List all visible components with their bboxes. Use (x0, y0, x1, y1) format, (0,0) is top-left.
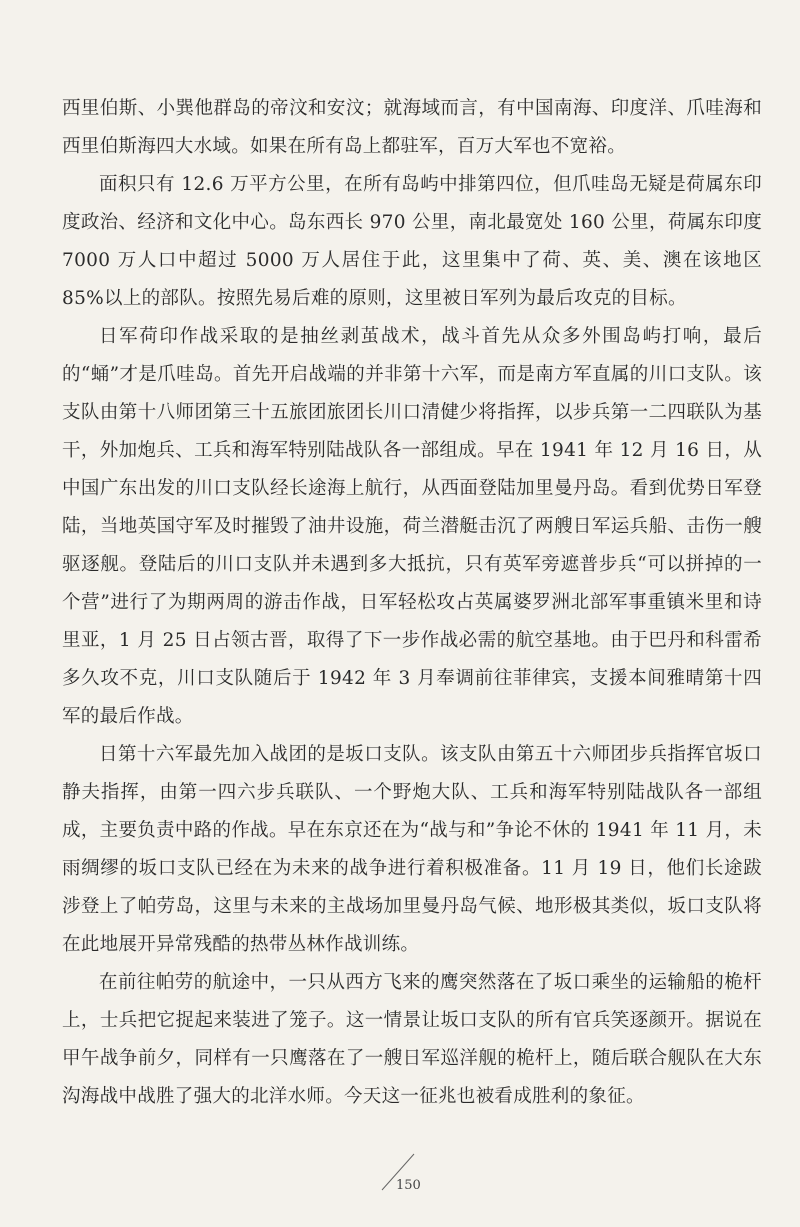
paragraph-1: 西里伯斯、小巽他群岛的帝汶和安汶；就海域而言，有中国南海、印度洋、爪哇海和西里伯斯海四大水域。如果在所有岛上都驻军，百万大军也不宽裕。 (62, 98, 762, 157)
paragraph-2: 面积只有 12.6 万平方公里，在所有岛屿中排第四位，但爪哇岛无疑是荷属东印度政治、经济和文化中心。岛东西长 970 公里，南北最宽处 160 公里，荷属东印度 7000 万人口中超过 5000 万人居住于此，这里集中了荷、英、美、澳在该地区 85%以上的部队。按照先易后难的原则，这里被日军列为最后攻克的目标。 (62, 174, 762, 309)
page-number: 150 (396, 1178, 421, 1193)
body-text (62, 90, 762, 1116)
paragraph-4: 日第十六军最先加入战团的是坂口支队。该支队由第五十六师团步兵指挥官坂口静夫指挥，由第一四六步兵联队、一个野炮大队、工兵和海军特别陆战队各一部组成，主要负责中路的作战。早在东京还在为“战与和”争论不休的 1941 年 11 月，未雨绸缪的坂口支队已经在为未来的战争进行着积极准备。11 月 19 日，他们长途跋涉登上了帕劳岛，这里与未来的主战场加里曼丹岛气候、地形极其类似，坂口支队将在此地展开异常残酷的热带丛林作战训练。 (62, 744, 762, 955)
page-footer (376, 1152, 436, 1196)
paragraph-3: 日军荷印作战采取的是抽丝剥茧战术，战斗首先从众多外围岛屿打响，最后的“蛹”才是爪哇岛。首先开启战端的并非第十六军，而是南方军直属的川口支队。该支队由第十八师团第三十五旅团旅团长川口清健少将指挥，以步兵第一二四联队为基干，外加炮兵、工兵和海军特别陆战队各一部组成。早在 1941 年 12 月 16 日，从中国广东出发的川口支队经长途海上航行，从西面登陆加里曼丹岛。看到优势日军登陆，当地英国守军及时摧毁了油井设施，荷兰潜艇击沉了两艘日军运兵船、击伤一艘驱逐舰。登陆后的川口支队并未遇到多大抵抗，只有英军旁遮普步兵“可以拼掉的一个营”进行了为期两周的游击作战，日军轻松攻占英属婆罗洲北部军事重镇米里和诗里亚，1 月 25 日占领古晋，取得了下一步作战必需的航空基地。由于巴丹和科雷希多久攻不克，川口支队随后于 1942 年 3 月奉调前往菲律宾，支援本间雅晴第十四军的最后作战。 (62, 326, 762, 727)
paragraph-5: 在前往帕劳的航途中，一只从西方飞来的鹰突然落在了坂口乘坐的运输船的桅杆上，士兵把它捉起来装进了笼子。这一情景让坂口支队的所有官兵笑逐颜开。据说在甲午战争前夕，同样有一只鹰落在了一艘日军巡洋舰的桅杆上，随后联合舰队在大东沟海战中战胜了强大的北洋水师。今天这一征兆也被看成胜利的象征。 (62, 972, 762, 1107)
